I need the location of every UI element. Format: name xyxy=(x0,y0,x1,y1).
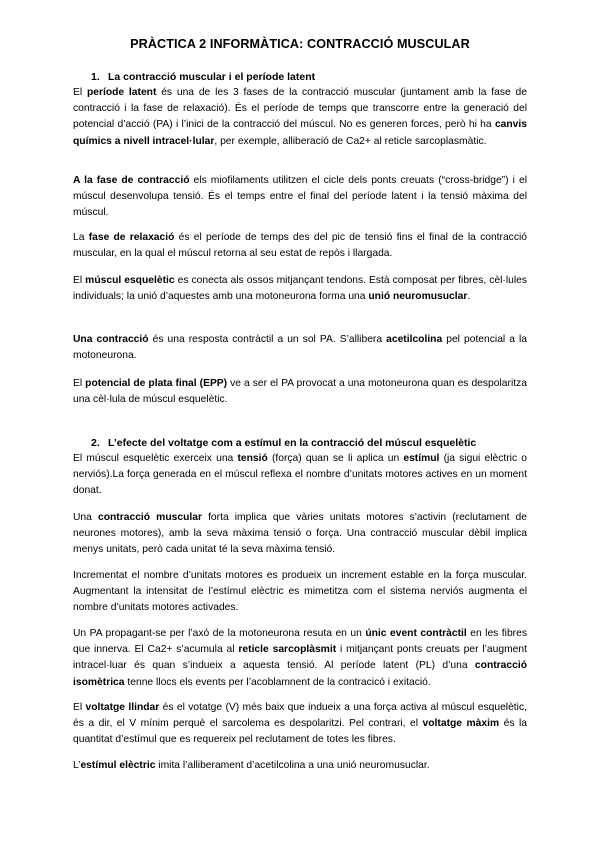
section-1-paragraph-5 xyxy=(73,332,527,364)
text: és una resposta contràctil a un sol PA. S’allibera xyxy=(148,334,387,345)
text: imita l’alliberament d’acetilcolina a una unió neuromusuclar. xyxy=(155,760,430,771)
bold-term: contracció muscular xyxy=(98,512,202,523)
bold-term: reticle sarcoplàsmit xyxy=(238,644,337,656)
bold-term: estímul elèctric xyxy=(80,760,156,771)
section-1-paragraph-6 xyxy=(73,376,527,408)
section-2-paragraph-6 xyxy=(73,758,527,774)
text: forta implica que vàries unitats motores s’activin (reclutament de neurones motores), amb la seva màxima tensió o força. Una contracció muscular dèbil implica menys unitats, però cada unitat té la seva màxima tensió. xyxy=(73,512,528,556)
bold-term: tensió xyxy=(237,453,268,464)
text: es conecta als ossos mitjançant tendons. Està composat per fibres, cèl·lules individuals; la unió d’aquestes amb una motoneurona forma una xyxy=(73,275,527,303)
bold-term: canvis químics a nivell intracel·lular xyxy=(73,119,527,147)
text: és el període de temps des del pic de tensió fins el final de la contracció muscular, en la qual el múscul retorna al seu estat de repòs i llargada. xyxy=(73,232,527,260)
bold-term: A la fase de contracció xyxy=(73,175,190,186)
section-2-paragraph-4 xyxy=(73,626,527,691)
text: ve a ser el PA provocat a una motoneurona quan es despolaritza una cèl·lula de múscul esquelètic. xyxy=(73,378,527,406)
section-2-paragraph-5 xyxy=(73,700,527,749)
section-2-title: L’efecte del voltatge com a estímul en la contracció del múscul esquelètic xyxy=(108,437,477,449)
bold-term: únic event contràctil xyxy=(365,628,467,639)
text: tenne llocs els events per l’acoblamnent de la contracicó i exitació. xyxy=(124,676,431,688)
text: els miofilaments utilitzen el cicle dels ponts creuats (“cross-bridge”) i el múscul desenvolupa tensió. És el temps entre el final del període latent i la tensió màxima del múscul. xyxy=(73,175,527,219)
text: pel potencial a la motoneurona. xyxy=(73,334,528,362)
document-title: PRÀCTICA 2 INFORMÀTICA: CONTRACCIÓ MUSCULAR xyxy=(130,37,470,51)
text: és la quantitat d’estímul que es requereix pel reclutament de totes les fibres. xyxy=(73,718,527,746)
text: en les fibres que innerva. El Ca2+ s’acumula al xyxy=(73,628,527,656)
section-1-paragraph-3 xyxy=(73,230,527,262)
bold-term: estímul xyxy=(403,453,440,464)
text: El xyxy=(73,275,86,286)
text: L’ xyxy=(73,760,81,771)
section-1-number: 1. xyxy=(91,71,100,83)
text: La xyxy=(73,232,89,243)
bold-term: període latent xyxy=(86,87,157,98)
bold-term: contracció isomètrica xyxy=(73,660,527,688)
text: El xyxy=(73,702,86,713)
section-2-number: 2. xyxy=(91,437,100,449)
text: , per exemple, alliberació de Ca2+ al reticle sarcoplasmàtic. xyxy=(214,135,487,147)
text: Una xyxy=(73,512,98,523)
section-1-title: La contracció muscular i el període latent xyxy=(108,71,316,83)
bold-term: unió neuromusuclar xyxy=(368,291,468,303)
text: és el votatge (V) més baix que indueix a una força activa al múscul esquelètic, és a dir, el V mínim perquè el sarcolema es despolaritzi. Pel contrari, el xyxy=(73,702,527,730)
text: (força) quan se li aplica un xyxy=(267,453,404,464)
section-1-paragraph-2 xyxy=(73,173,527,222)
text: Incrementat el nombre d’unitats motores es produeix un increment estable en la força muscular. Augmentant la intensitat de l’estímul elèctric es mimetitza com el sistema nerviós augmenta el nombre d’unitats motores activades. xyxy=(73,570,527,614)
section-1-paragraph-1 xyxy=(73,85,527,150)
text: (ja sigui elèctric o nerviós).La força generada en el múscul reflexa el nombre d’unitats motores actives en un moment donat. xyxy=(73,453,527,497)
text: Un PA propagant-se per l’axó de la motoneurona resuta en un xyxy=(73,628,366,639)
section-2-paragraph-2 xyxy=(73,510,527,559)
bold-term: Una contracció xyxy=(73,334,149,345)
bold-term: potencial de plata final (EPP) xyxy=(85,378,228,389)
bold-term: acetilcolina xyxy=(386,334,443,345)
text: i mitjançant ponts creuats per l’augment intracel·luar és quan s’indueix a aquesta tensió. Al període latent (PL) d’una xyxy=(73,644,527,672)
bold-term: múscul esquelètic xyxy=(85,275,175,286)
text: El múscul esquelètic exerceix una xyxy=(73,453,238,464)
section-1-heading xyxy=(91,71,315,83)
section-2-paragraph-3 xyxy=(73,568,527,617)
section-2-paragraph-1 xyxy=(73,451,527,500)
text: El xyxy=(73,87,87,98)
text: El xyxy=(73,378,86,389)
section-2-heading xyxy=(91,437,476,449)
bold-term: voltatge màxim xyxy=(422,718,500,730)
text: . xyxy=(467,291,471,303)
bold-term: fase de relaxació xyxy=(88,232,175,243)
text: és una de les 3 fases de la contracció muscular (juntament amb la fase de contracció i la fase de relaxació). És el període de temps que transcorre entre la generació del potencial d’acció (PA) i l’inici de la contracció del múscul. No es generen forces, però hi ha xyxy=(73,87,528,131)
bold-term: voltatge llindar xyxy=(85,702,160,713)
section-1-paragraph-4 xyxy=(73,273,527,305)
